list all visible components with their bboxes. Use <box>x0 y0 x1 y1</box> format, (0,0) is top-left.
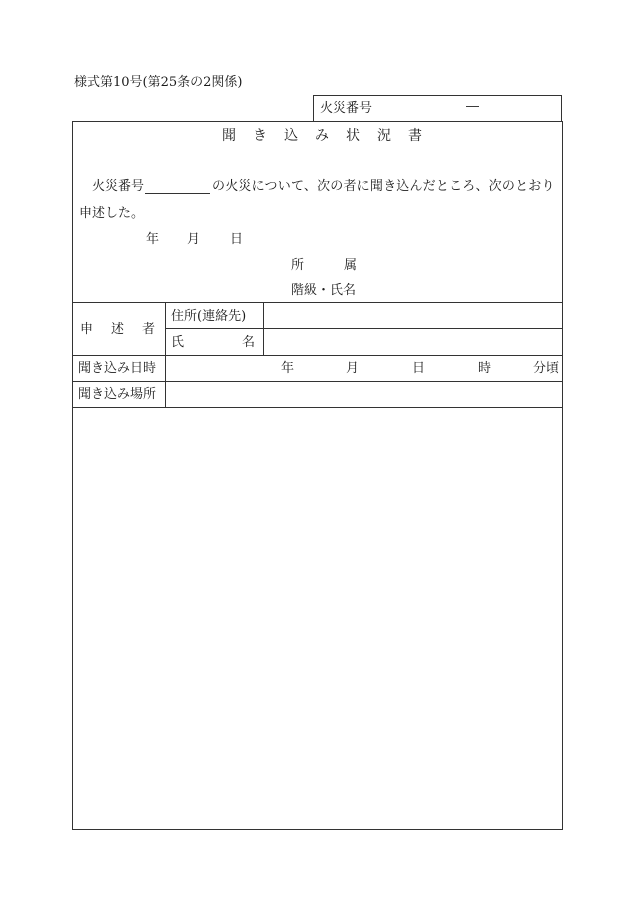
document-date-line <box>146 233 243 246</box>
heard-hour-unit: 時 <box>478 361 492 376</box>
fire-number-label: 火災番号 <box>320 101 373 116</box>
affiliation-label <box>291 259 357 272</box>
declarant-char-1: 申 <box>80 322 94 337</box>
heard-place-label: 聞き込み場所 <box>78 387 157 402</box>
datetime-row-top-border <box>72 355 563 356</box>
heard-datetime-label: 聞き込み日時 <box>78 361 157 376</box>
date-year-unit: 年 <box>146 232 160 247</box>
declarant-char-2: 述 <box>111 322 125 337</box>
heard-minute-unit: 分頃 <box>533 361 560 376</box>
declarant-label <box>80 323 155 336</box>
place-row-top-border <box>72 381 563 382</box>
declarant-char-3: 者 <box>142 322 156 337</box>
document-title: 聞き込み状況書 <box>222 128 439 144</box>
intro-fire-number-text: 火災番号 <box>92 179 145 194</box>
name-char-2: 名 <box>242 335 256 350</box>
name-label <box>171 336 255 349</box>
heard-month-unit: 月 <box>346 361 360 376</box>
form-number-label: 様式第10号(第25条の2関係) <box>74 75 243 90</box>
heard-day-unit: 日 <box>412 361 426 376</box>
name-char-1: 氏 <box>171 335 185 350</box>
label-column-divider <box>165 302 166 407</box>
fire-number-blank-line[interactable] <box>145 193 210 194</box>
fire-number-separator: ― <box>466 99 479 114</box>
affiliation-char-2: 属 <box>344 258 358 273</box>
table-top-border <box>72 302 563 303</box>
declarant-row-divider <box>165 328 563 329</box>
affiliation-char-1: 所 <box>291 258 305 273</box>
intro-statement-text: の火災について、次の者に聞き込んだところ、次のとおり <box>212 179 555 194</box>
intro-statement-continued: 申述した。 <box>79 206 145 221</box>
statement-body-area[interactable] <box>73 408 562 829</box>
rank-name-label: 階級・氏名 <box>291 283 357 298</box>
date-month-unit: 月 <box>187 232 201 247</box>
sublabel-column-divider <box>263 302 264 355</box>
date-day-unit: 日 <box>230 232 244 247</box>
heard-year-unit: 年 <box>281 361 295 376</box>
address-label: 住所(連絡先) <box>171 309 247 324</box>
